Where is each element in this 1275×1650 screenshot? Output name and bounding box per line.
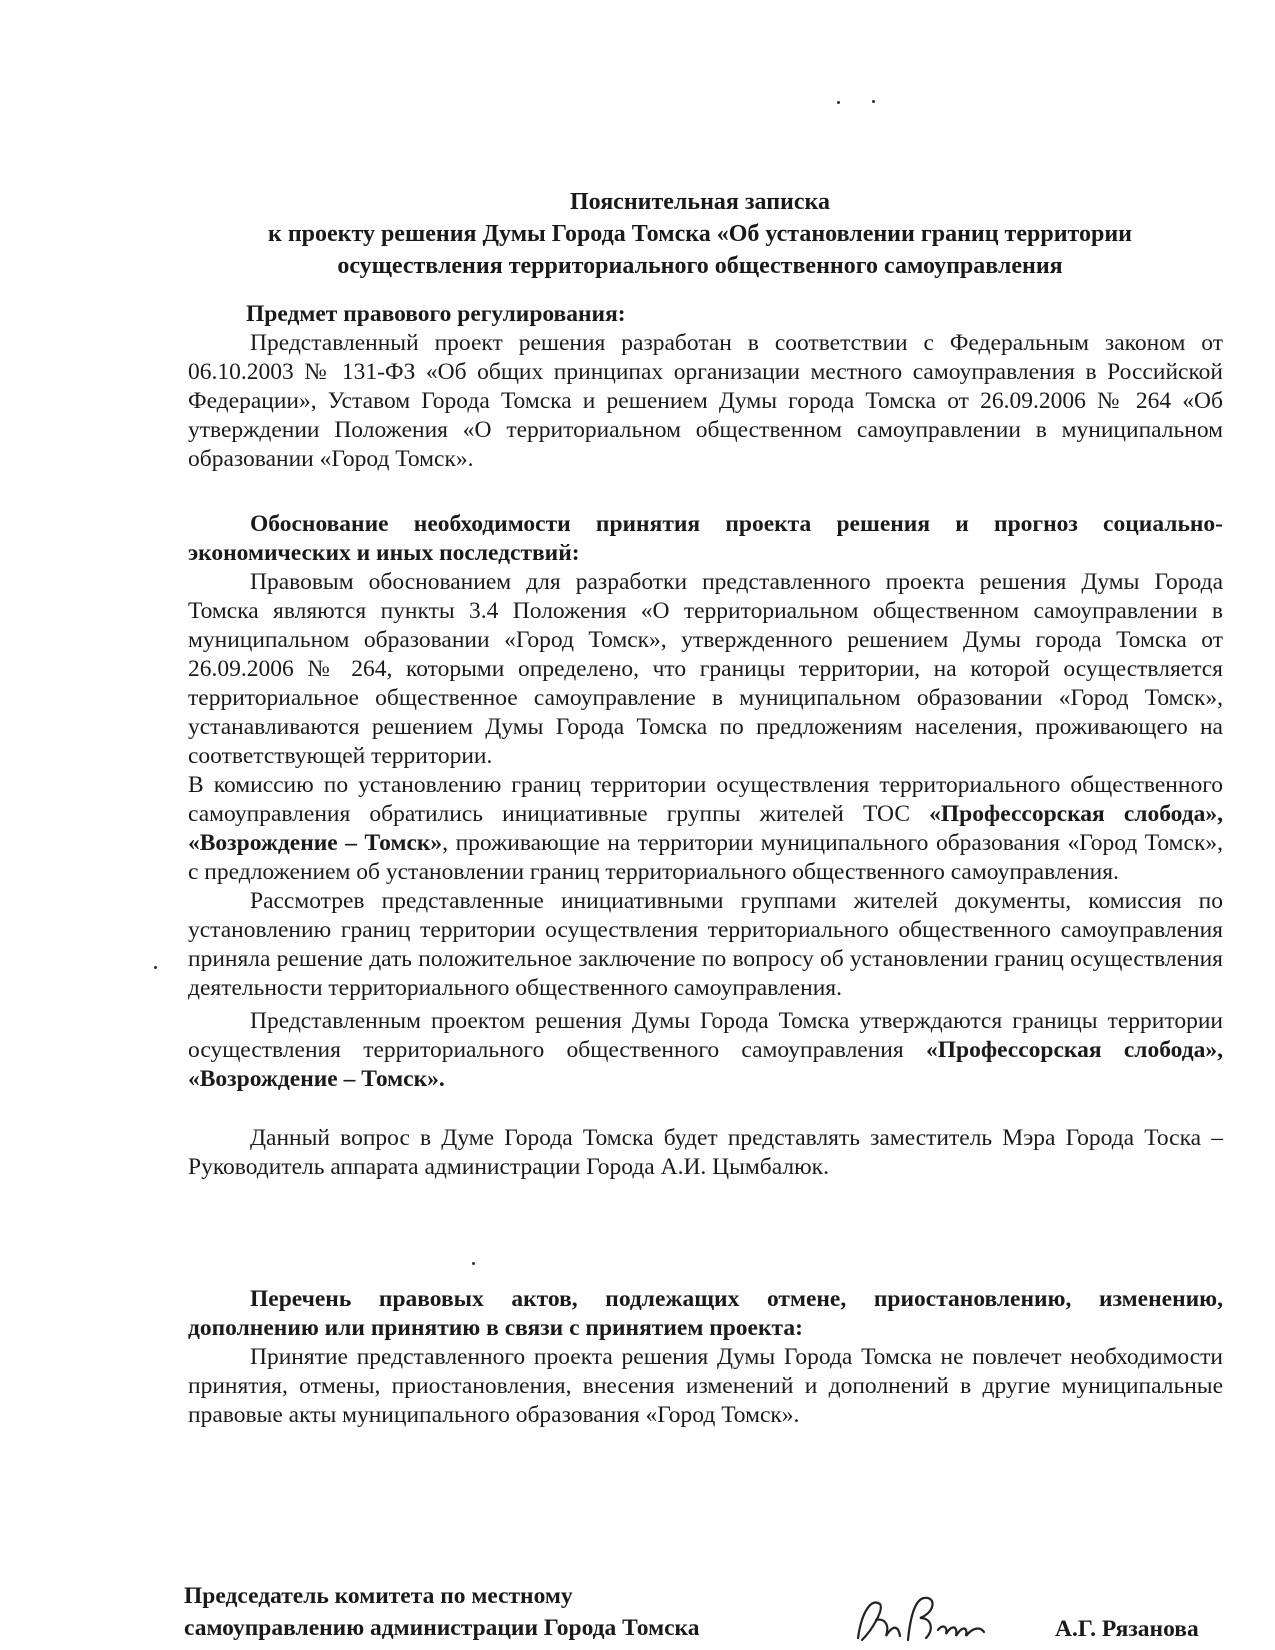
title-line-3: осуществления территориального общественного самоуправления [337, 253, 1063, 279]
section-subject-heading: Предмет правового регулирования: [246, 301, 626, 327]
section-justification [188, 510, 1223, 1182]
p2-end: , проживающие на территории муниципального образования «Город Томск», с предложением об установлении границ территориального общественного самоуправления. [188, 830, 1223, 885]
section-legal-acts [188, 1285, 1223, 1430]
p2-start: В комиссию по установлению границ территории осуществления территориального общественного самоуправления обратились инициативные группы жителей ТОС [188, 772, 1223, 827]
signatory-position-line-2: самоуправлению администрации Города Томска [184, 1615, 700, 1641]
justification-paragraph-1: Правовым обоснованием для разработки представленного проекта решения Думы Города Томска являются пункты 3.4 Положения «О территориальном общественном самоуправлении в муниципальном образовании «Город Томск», утвержденного решением Думы города Томска от 26.09.2006 № 264, которыми определено, что границы территории, на которой осуществляется территориальное общественное самоуправление в муниципальном образовании «Город Томск», устанавливаются решением Думы Города Томска по предложениям населения, проживающего на соответствующей территории. [188, 569, 1223, 769]
document-title [200, 186, 1200, 282]
section-justification-heading: Обоснование необходимости принятия проекта решения и прогноз социально-экономических и иных последствий: [188, 511, 1223, 566]
section-legal-acts-heading: Перечень правовых актов, подлежащих отмене, приостановлению, изменению, дополнению или принятию в связи с принятием проекта: [188, 1286, 1223, 1341]
title-line-2: к проекту решения Думы Города Томска «Об установлении границ территории [268, 221, 1132, 247]
justification-paragraph-2 [188, 771, 1223, 887]
signatory-position [184, 1580, 699, 1644]
signatory-position-line-1: Председатель комитета по местному [184, 1583, 573, 1609]
signatory-name: А.Г. Рязанова [1055, 1616, 1199, 1642]
title-line-1: Пояснительная записка [569, 189, 830, 215]
tos-names: «Профессорская слобода», «Возрождение – Томск» [188, 801, 1224, 856]
section-subject [188, 300, 1223, 474]
section-legal-acts-text: Принятие представленного проекта решения Думы Города Томска не повлечет необходимости принятия, отмены, приостановления, внесения изменений и дополнений в другие муниципальные правовые акты муниципального образования «Город Томск». [188, 1344, 1223, 1428]
scan-speck [472, 1262, 475, 1265]
handwritten-signature [850, 1590, 1000, 1650]
justification-paragraph-3: Рассмотрев представленные инициативными группами жителей документы, комиссия по установлению границ территории осуществления территориального общественного самоуправления приняла решение дать положительное заключение по вопросу об установлении границ осуществления деятельности территориального общественного самоуправления. [188, 888, 1223, 1001]
justification-paragraph-4 [188, 1007, 1223, 1094]
tos-names-2: «Профессорская слобода», «Возрождение – Томск». [188, 1037, 1223, 1092]
scan-speck [837, 101, 840, 104]
section-subject-text: Представленный проект решения разработан в соответствии с Федеральным законом от 06.10.2003 № 131-ФЗ «Об общих принципах организации местного самоуправления в Российской Федерации», Уставом Города Томска и решением Думы города Томска от 26.09.2006 № 264 «Об утверждении Положения «О территориальном общественном самоуправлении в муниципальном образовании «Город Томск». [188, 330, 1223, 472]
p4-start: Представленным проектом решения Думы Города Томска утверждаются границы территории осуществления территориального общественного самоуправления [188, 1008, 1223, 1063]
scan-speck [872, 100, 875, 103]
scan-speck [154, 966, 157, 969]
justification-paragraph-5: Данный вопрос в Думе Города Томска будет представлять заместитель Мэра Города Тоска – Руководитель аппарата администрации Города А.И. Цымбалюк. [188, 1125, 1223, 1180]
